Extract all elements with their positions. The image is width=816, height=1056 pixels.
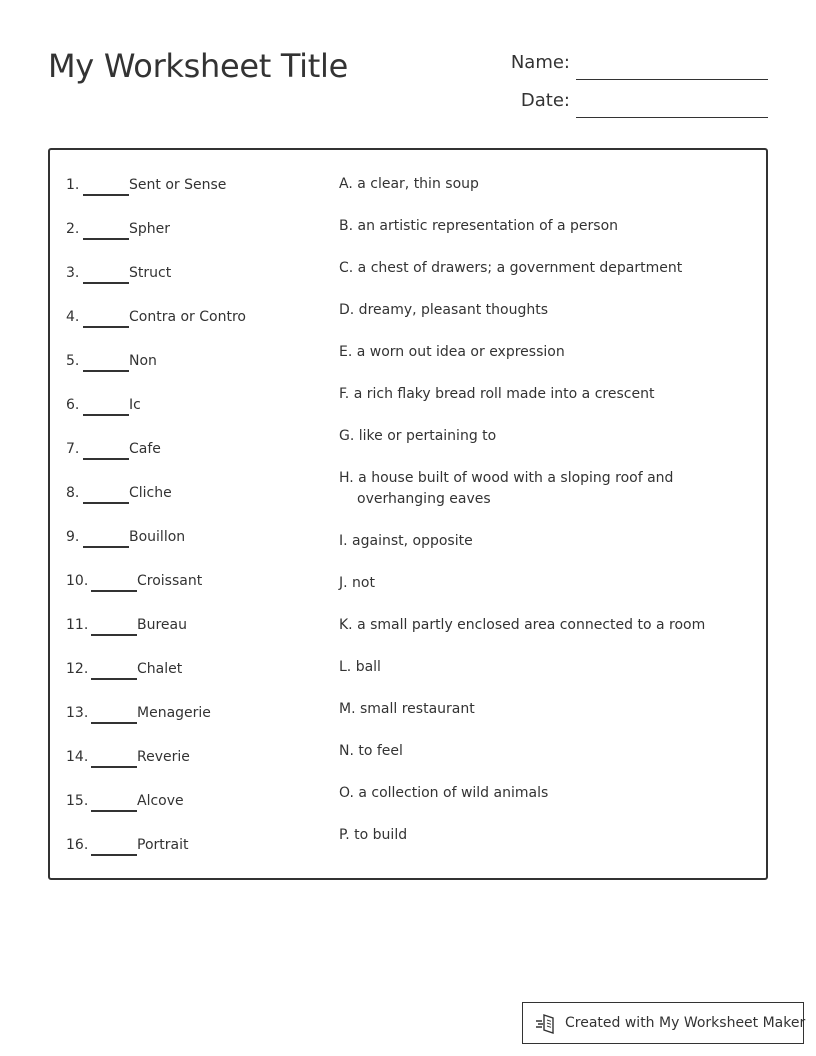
answer-blank[interactable] [91,854,137,856]
answer-text: L. ball [339,659,381,675]
question-word: Spher [129,221,171,237]
answer-row [339,384,754,426]
question-number: 12. [66,661,89,677]
answer-text: F. a rich flaky bread roll made into a crescent [339,386,655,402]
answer-list [339,174,754,867]
answer-text: J. not [339,575,375,591]
question-number: 14. [66,749,89,765]
question-row [66,794,326,838]
worksheet-maker-badge[interactable] [522,1002,804,1044]
question-number: 16. [66,837,89,853]
answer-text: K. a small partly enclosed area connected to a room [339,617,706,633]
answer-blank[interactable] [91,678,137,680]
question-row [66,178,326,222]
question-number: 1. [66,177,80,193]
question-row [66,706,326,750]
date-field [470,90,770,120]
question-number: 3. [66,265,80,281]
question-number: 6. [66,397,80,413]
date-line [576,117,768,118]
answer-row [339,783,754,825]
question-word: Reverie [137,749,190,765]
question-row [66,530,326,574]
question-word: Contra or Contro [129,309,246,325]
question-number: 15. [66,793,89,809]
question-number: 8. [66,485,80,501]
question-word: Non [129,353,157,369]
answer-blank[interactable] [83,458,129,460]
question-word: Bureau [137,617,187,633]
question-word: Bouillon [129,529,186,545]
answer-blank[interactable] [83,282,129,284]
question-word: Sent or Sense [129,177,227,193]
question-word: Struct [129,265,172,281]
answer-row [339,615,754,657]
answer-text: P. to build [339,827,408,843]
answer-text: E. a worn out idea or expression [339,344,565,360]
page-title: My Worksheet Title [48,47,348,85]
worksheet-maker-logo-icon [535,1013,559,1035]
answer-text: G. like or pertaining to [339,428,497,444]
answer-blank[interactable] [91,766,137,768]
name-field [470,52,770,82]
answer-row [339,531,754,573]
name-line [576,79,768,80]
question-word: Cafe [129,441,161,457]
answer-row [339,300,754,342]
answer-text: B. an artistic representation of a person [339,218,619,234]
question-row [66,662,326,706]
question-number: 5. [66,353,80,369]
question-row [66,838,326,882]
answer-blank[interactable] [91,590,137,592]
answer-row [339,342,754,384]
answer-text: C. a chest of drawers; a government department [339,260,683,276]
answer-text: A. a clear, thin soup [339,176,479,192]
answer-blank[interactable] [83,238,129,240]
question-word: Ic [129,397,141,413]
question-row [66,442,326,486]
question-number: 7. [66,441,80,457]
question-number: 2. [66,221,80,237]
question-number: 4. [66,309,80,325]
question-number: 9. [66,529,80,545]
question-word: Alcove [137,793,184,809]
answer-blank[interactable] [91,722,137,724]
question-row [66,486,326,530]
answer-row [339,258,754,300]
answer-row [339,699,754,741]
question-row [66,222,326,266]
answer-blank[interactable] [91,634,137,636]
badge-label: Created with My Worksheet Maker [565,1015,806,1031]
question-row [66,398,326,442]
question-number: 11. [66,617,89,633]
answer-text: I. against, opposite [339,533,473,549]
answer-blank[interactable] [91,810,137,812]
answer-text: D. dreamy, pleasant thoughts [339,302,549,318]
answer-text: H. a house built of wood with a sloping roof and overhanging eaves [339,470,674,507]
answer-row [339,216,754,258]
question-row [66,310,326,354]
name-label: Name: [510,52,570,73]
question-word: Croissant [137,573,203,589]
question-list [66,178,326,882]
answer-row [339,174,754,216]
answer-text: M. small restaurant [339,701,475,717]
question-word: Menagerie [137,705,211,721]
question-row [66,618,326,662]
date-label: Date: [520,90,570,111]
answer-blank[interactable] [83,502,129,504]
question-word: Cliche [129,485,172,501]
answer-row [339,426,754,468]
answer-text: O. a collection of wild animals [339,785,549,801]
answer-blank[interactable] [83,546,129,548]
answer-blank[interactable] [83,414,129,416]
question-row [66,750,326,794]
answer-row [339,573,754,615]
answer-text: N. to feel [339,743,403,759]
answer-row [339,468,754,531]
answer-blank[interactable] [83,194,129,196]
question-word: Portrait [137,837,189,853]
answer-row [339,657,754,699]
answer-blank[interactable] [83,326,129,328]
question-number: 10. [66,573,89,589]
question-row [66,574,326,618]
answer-row [339,825,754,867]
answer-row [339,741,754,783]
question-row [66,266,326,310]
question-row [66,354,326,398]
question-number: 13. [66,705,89,721]
question-word: Chalet [137,661,183,677]
answer-blank[interactable] [83,370,129,372]
matching-box [48,148,768,880]
